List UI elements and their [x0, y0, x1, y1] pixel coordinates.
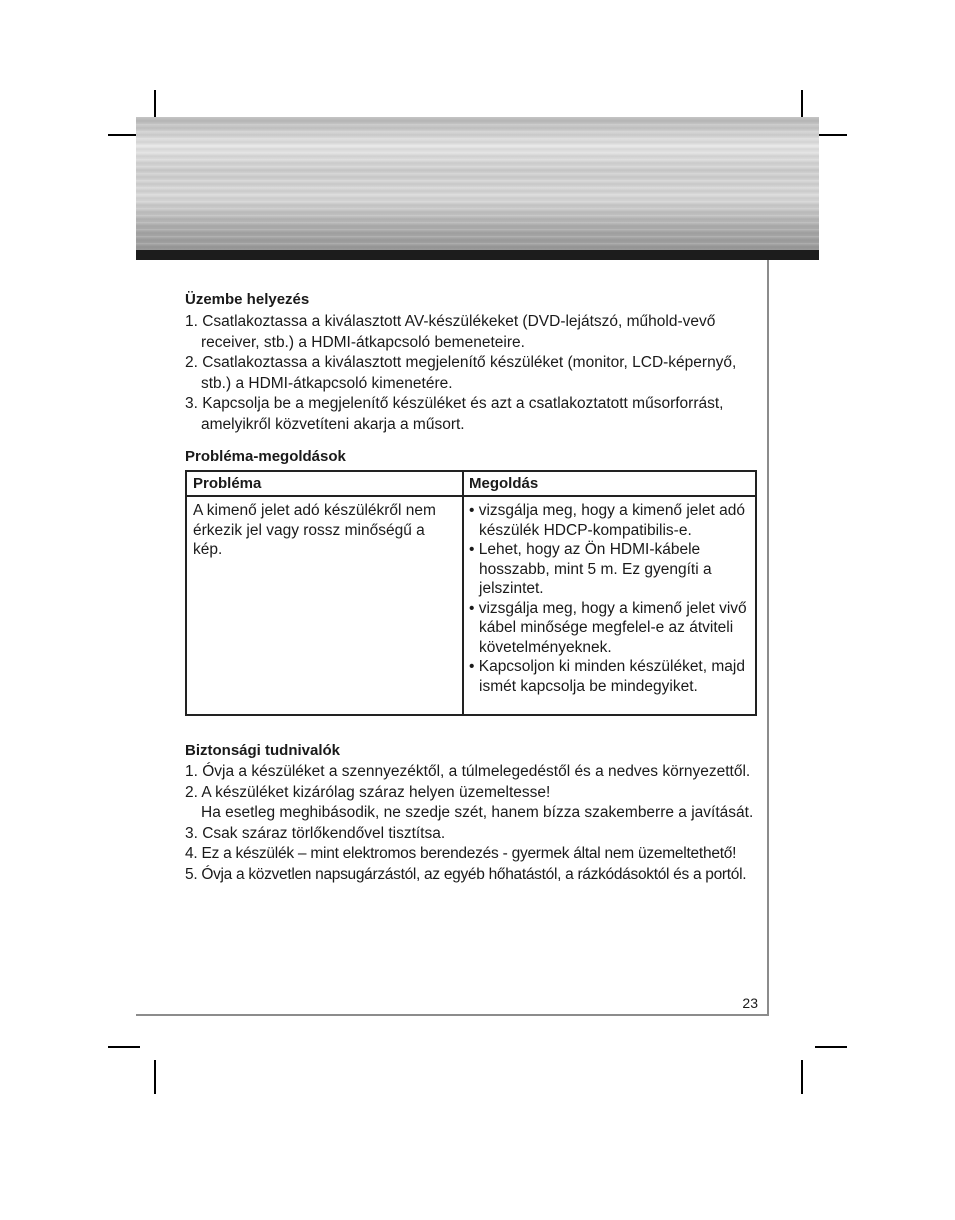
- setup-step-1: 1. Csatlakoztassa a kiválasztott AV-készülékeket (DVD-lejátszó, műhold-vevő receiver, stb.) a HDMI-átkapcsoló bemeneteire.: [185, 313, 716, 351]
- safety-item-3: 3. Csak száraz törlőkendővel tisztítsa.: [185, 824, 446, 842]
- solution-item: • Lehet, hogy az Ön HDMI-kábele hosszabb, mint 5 m. Ez gyengíti a jelszintet.: [469, 541, 712, 597]
- crop-mark-bottom-left-vertical: [154, 1060, 156, 1094]
- crop-mark-bottom-right-vertical: [801, 1060, 803, 1094]
- safety-item-4: 4. Ez a készülék – mint elektromos berendezés - gyermek által nem üzemeltethető!: [185, 845, 737, 862]
- setup-list: [185, 312, 755, 435]
- solution-item: • vizsgálja meg, hogy a kimenő jelet vivő kábel minősége megfelel-e az átviteli követelményeknek.: [469, 599, 747, 656]
- page-bottom-rule: [136, 1014, 769, 1016]
- crop-mark-bottom-right-horizontal: [815, 1046, 847, 1048]
- setup-heading: Üzembe helyezés: [185, 291, 310, 308]
- page-right-rule: [767, 260, 769, 1016]
- solution-item: • Kapcsoljon ki minden készüléket, majd ismét kapcsolja be mindegyiket.: [469, 658, 745, 695]
- safety-item-5: 5. Óvja a közvetlen napsugárzástól, az egyéb hőhatástól, a rázkódásoktól és a portól.: [185, 865, 747, 883]
- safety-item-2: 2. A készüléket kizárólag száraz helyen üzemeltesse!: [185, 783, 551, 801]
- crop-mark-top-right-horizontal: [815, 134, 847, 136]
- crop-mark-bottom-left-horizontal: [108, 1046, 140, 1048]
- troubleshooting-heading: Probléma-megoldások: [185, 448, 346, 465]
- table-header-divider: [187, 495, 755, 497]
- safety-heading: Biztonsági tudnivalók: [185, 742, 341, 759]
- solution-item: • vizsgálja meg, hogy a kimenő jelet adó készülék HDCP-kompatibilis-e.: [469, 502, 745, 539]
- setup-step-2: 2. Csatlakoztassa a kiválasztott megjelenítő készüléket (monitor, LCD-képernyő, stb.) a HDMI-átkapcsoló kimenetére.: [185, 354, 737, 392]
- safety-item-1: 1. Óvja a készüléket a szennyezéktől, a túlmelegedéstől és a nedves környezettől.: [185, 763, 751, 780]
- header-dark-bar: [136, 250, 819, 260]
- page-number: 23: [742, 995, 758, 1011]
- table-header-solution: Megoldás: [469, 475, 539, 492]
- troubleshooting-table: [185, 470, 757, 716]
- table-cell-problem: A kimenő jelet adó készülékről nem érkezik jel vagy rossz minőségű a kép.: [193, 502, 436, 558]
- setup-step-3: 3. Kapcsolja be a megjelenítő készüléket és azt a csatlakoztatott műsorforrást, amelyikről közvetíteni akarja a műsort.: [185, 395, 724, 433]
- table-cell-solution: [469, 501, 754, 696]
- solution-list: [469, 501, 754, 696]
- safety-list: [185, 762, 765, 885]
- table-column-divider: [462, 472, 464, 714]
- safety-item-2-continuation: Ha esetleg meghibásodik, ne szedje szét, hanem bízza szakemberre a javítását.: [201, 804, 754, 821]
- header-metallic-band: [136, 117, 819, 251]
- table-header-problem: Probléma: [193, 475, 262, 492]
